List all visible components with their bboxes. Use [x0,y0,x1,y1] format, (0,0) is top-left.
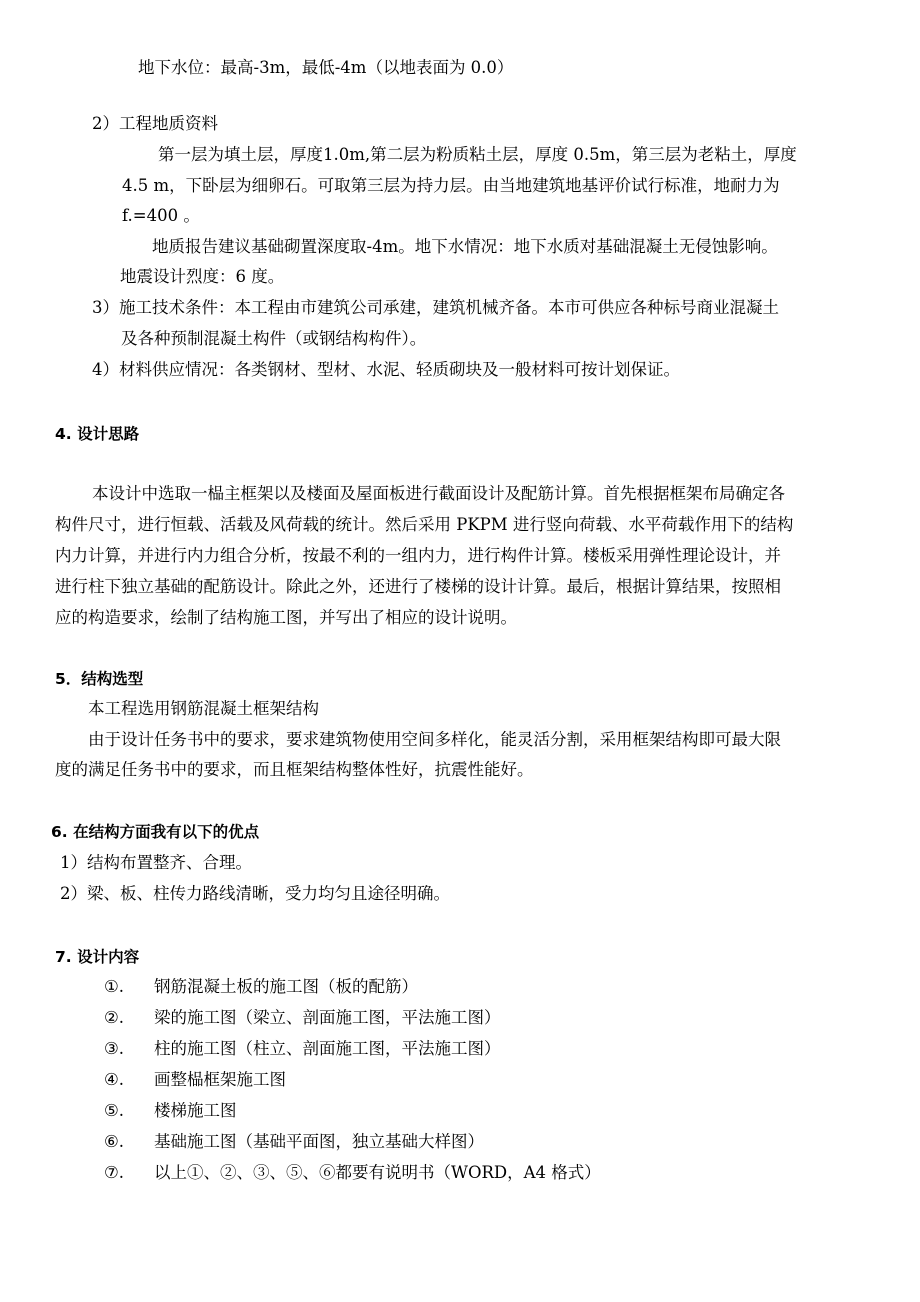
list-number: ②. [104,1008,125,1027]
list-number: ④. [104,1070,125,1089]
advantage-item: 2）梁、板、柱传力路线清晰，受力均匀且途径明确。 [60,884,450,903]
content-list-item [104,1100,237,1122]
content-list-item [104,1007,501,1029]
section-heading-structure-selection: 5．结构选型 [55,670,144,688]
section-heading-advantages: 6. 在结构方面我有以下的优点 [51,823,260,841]
design-idea-line: 进行柱下独立基础的配筋设计。除此之外，还进行了楼梯的设计计算。最后，根据计算结果，按照相 [55,577,781,596]
construction-conditions-line: 3）施工技术条件：本工程由市建筑公司承建，建筑机械齐备。本市可供应各种标号商业混凝土 [92,298,779,317]
structure-reason-line: 度的满足任务书中的要求，而且框架结构整体性好，抗震性能好。 [55,760,534,779]
design-idea-line: 构件尺寸，进行恒载、活载及风荷载的统计。然后采用 PKPM 进行竖向荷载、水平荷载作用下的结构 [55,515,794,534]
list-text: 柱的施工图（柱立、剖面施工图，平法施工图） [154,1039,501,1058]
section-heading-design-idea: 4. 设计思路 [55,425,140,443]
content-list-item [104,1162,601,1184]
list-text: 以上①、②、③、⑤、⑥都要有说明书（WORD，A4 格式） [154,1163,601,1182]
material-supply-line: 4）材料供应情况：各类钢材、型材、水泥、轻质砌块及一般材料可按计划保证。 [92,360,680,379]
list-number: ①. [104,977,125,996]
construction-conditions-line: 及各种预制混凝土构件（或钢结构构件）。 [121,329,427,348]
geology-report-line: 地质报告建议基础砌置深度取-4m。地下水情况：地下水质对基础混凝土无侵蚀影响。 [152,237,778,256]
content-list-item [104,976,418,998]
geology-paragraph-line: 4.5 m，下卧层为细卵石。可取第三层为持力层。由当地建筑地基评价试行标准，地耐力为 [122,176,780,195]
design-idea-line: 内力计算，并进行内力组合分析，按最不利的一组内力，进行构件计算。楼板采用弹性理论设计，并 [55,546,781,565]
groundwater-line: 地下水位：最高-3m，最低-4m（以地表面为 0.0） [138,58,514,77]
advantage-item: 1）结构布置整齐、合理。 [60,853,252,872]
structure-reason-line: 由于设计任务书中的要求，要求建筑物使用空间多样化，能灵活分割，采用框架结构即可最大限 [88,730,781,749]
seismic-line: 地震设计烈度：6 度。 [120,267,285,286]
list-number: ⑥. [104,1132,125,1151]
list-text: 基础施工图（基础平面图，独立基础大样图） [154,1132,484,1151]
list-number: ③. [104,1039,125,1058]
geology-item-title: 2）工程地质资料 [92,114,218,133]
list-text: 钢筋混凝土板的施工图（板的配筋） [154,977,418,996]
design-idea-line: 本设计中选取一榀主框架以及楼面及屋面板进行截面设计及配筋计算。首先根据框架布局确定各 [92,484,785,503]
geology-paragraph-line: 第一层为填土层，厚度1.0m,第二层为粉质粘土层，厚度 0.5m，第三层为老粘土，厚度 [158,145,797,164]
structure-selection-line: 本工程选用钢筋混凝土框架结构 [88,699,319,718]
design-idea-line: 应的构造要求，绘制了结构施工图，并写出了相应的设计说明。 [55,608,517,627]
list-text: 画整榀框架施工图 [154,1070,286,1089]
section-heading-design-content: 7. 设计内容 [55,948,140,966]
list-number: ⑤. [104,1101,125,1120]
content-list-item [104,1069,286,1091]
list-text: 楼梯施工图 [154,1101,237,1120]
list-text: 梁的施工图（梁立、剖面施工图，平法施工图） [154,1008,501,1027]
content-list-item [104,1131,484,1153]
content-list-item [104,1038,501,1060]
geology-paragraph-line: f.=400 。 [122,206,200,225]
list-number: ⑦. [104,1163,125,1182]
